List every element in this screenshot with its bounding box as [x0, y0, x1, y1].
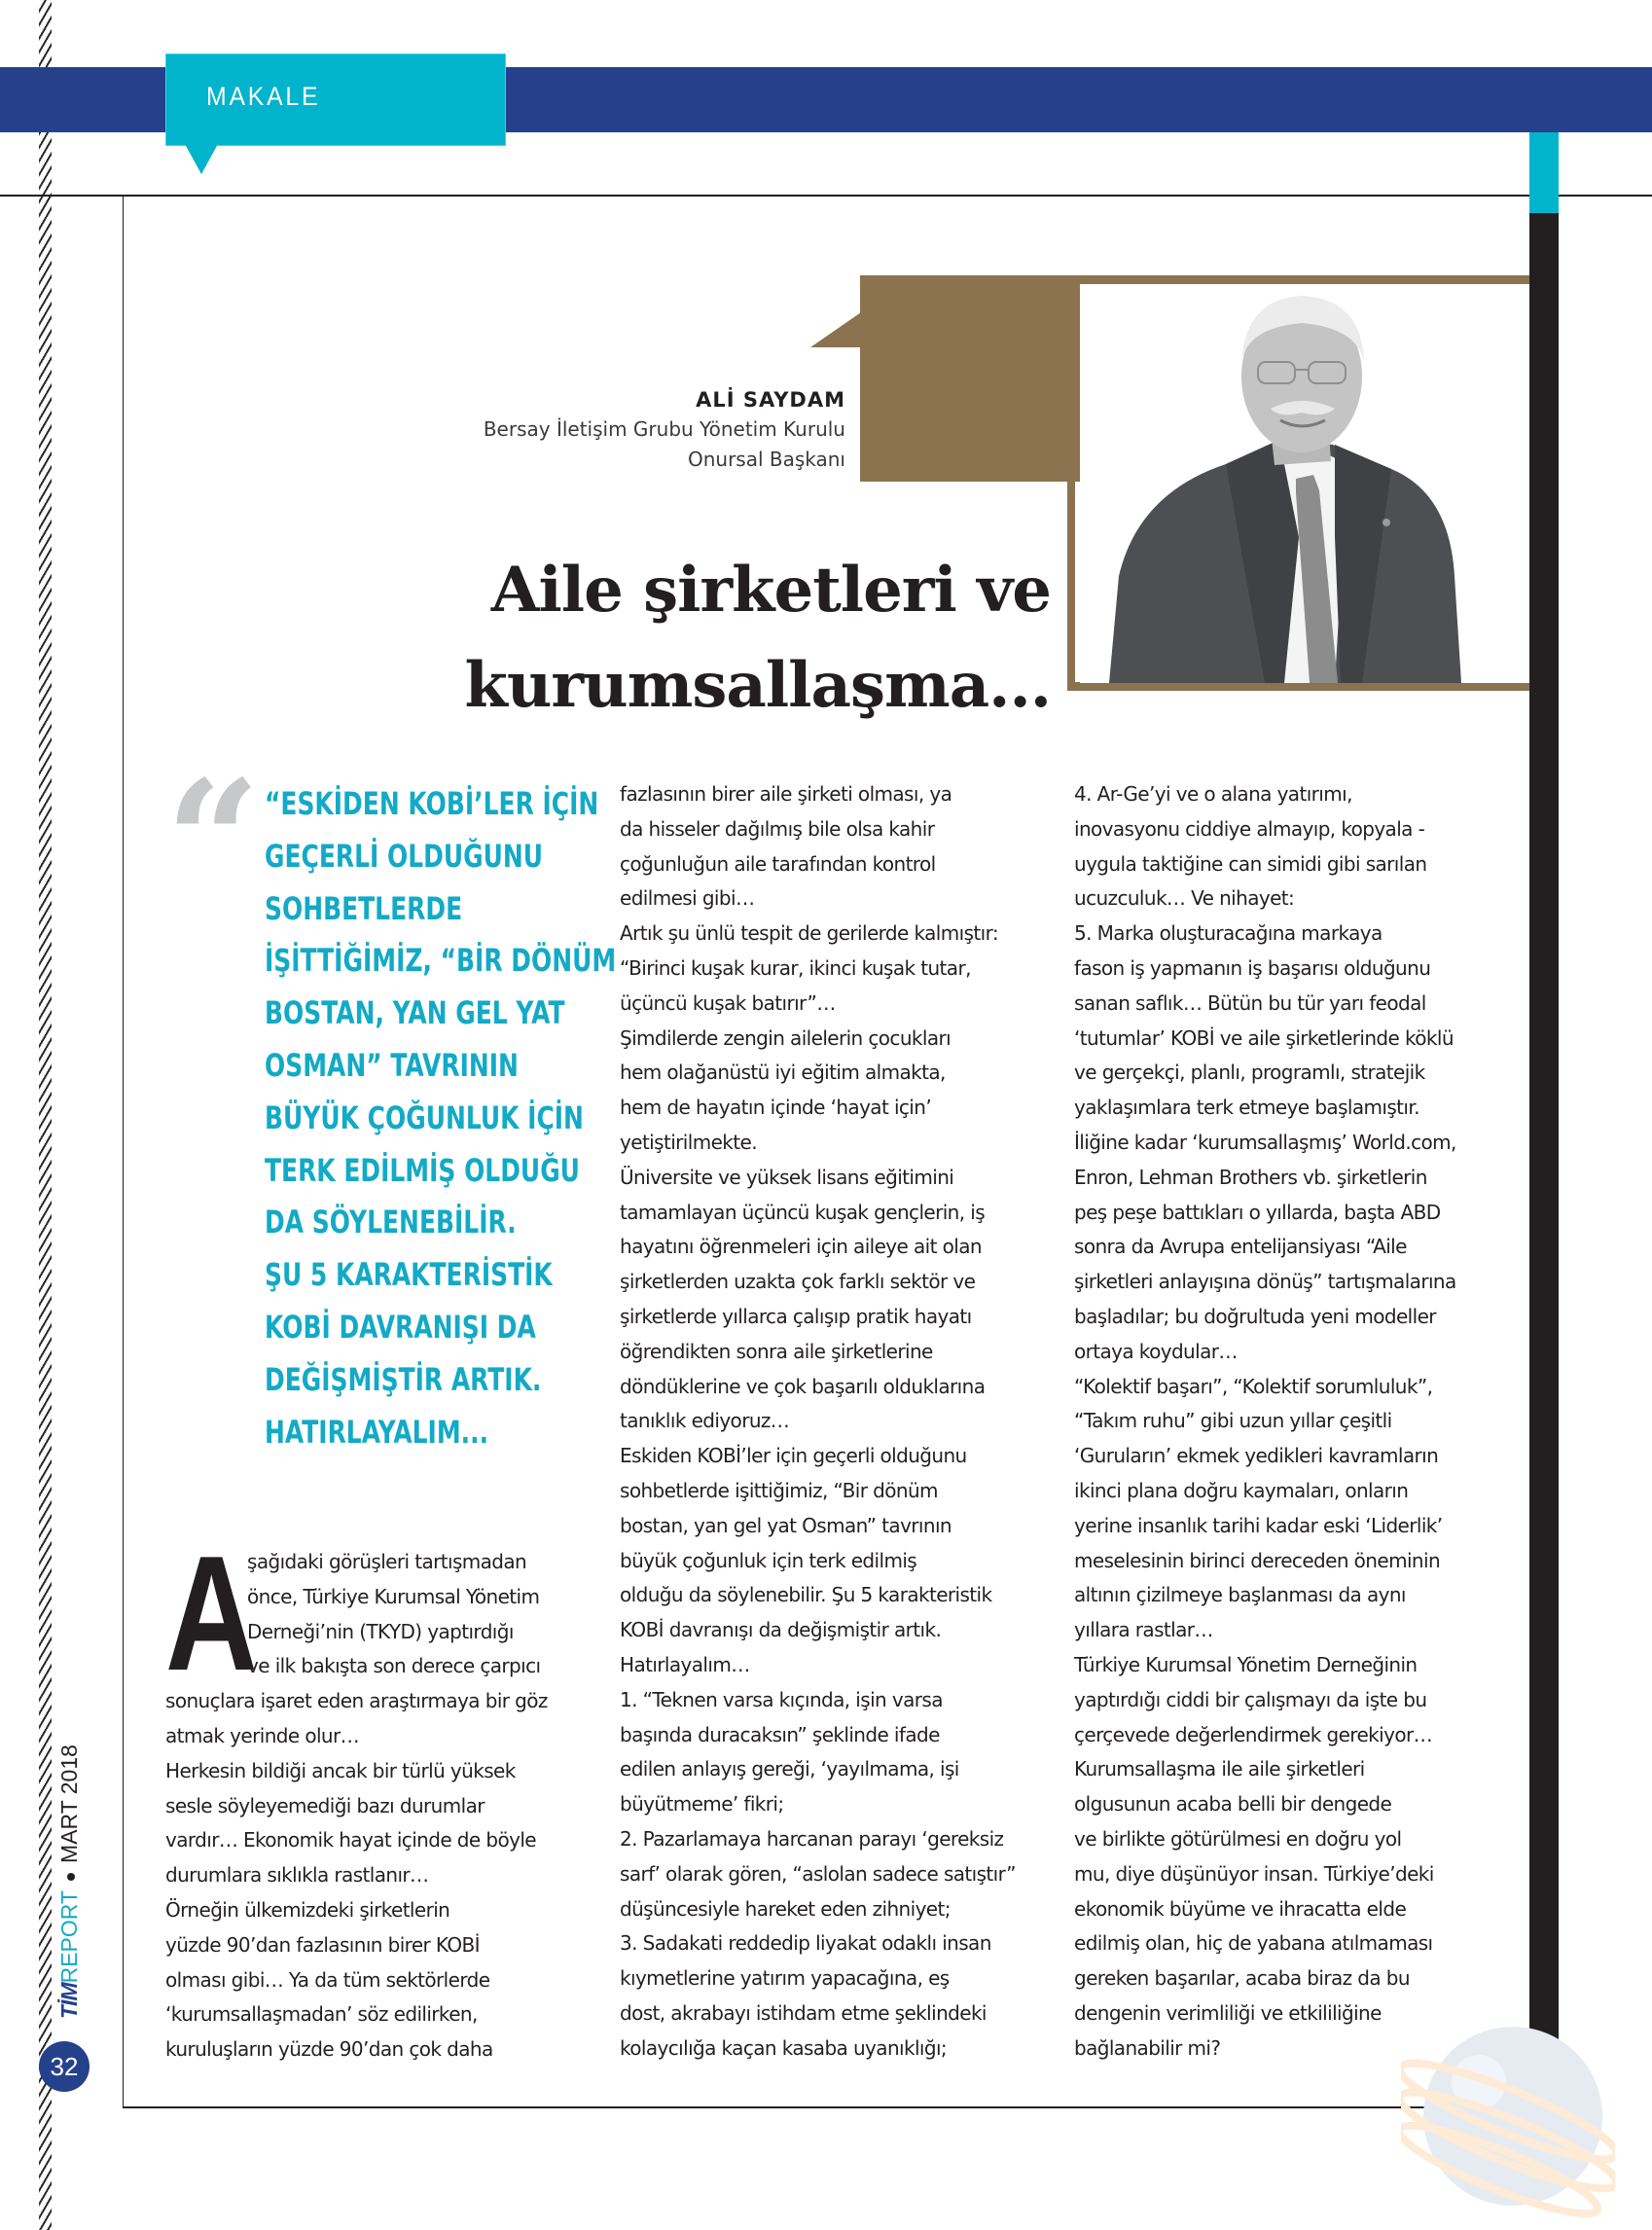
body-line: tanıklık ediyoruz… — [620, 1409, 790, 1433]
body-line: kolaycılığa kaçan kasaba uyanıklığı; — [620, 2035, 948, 2060]
author-name: ALİ SAYDAM — [696, 388, 845, 412]
body-line: sonra da Avrupa entelijansiyası “Aile — [1074, 1235, 1407, 1259]
body-line: 4. Ar-Ge’yi ve o alana yatırımı, — [1074, 782, 1352, 806]
body-line: öğrendikten sonra aile şirketlerine — [620, 1339, 933, 1363]
body-line: 2. Pazarlamaya harcanan parayı ‘gereksiz — [620, 1826, 1004, 1851]
author-byline — [484, 385, 845, 475]
body-line: dengenin verimliliği ve etkililiğine — [1074, 2000, 1382, 2025]
body-line: “Kolektif başarı”, “Kolektif sorumluluk”, — [1074, 1374, 1433, 1398]
body-line: Derneği’nin (TKYD) yaptırdığı — [247, 1619, 514, 1643]
body-line: bostan, yan gel yat Osman” tavrının — [620, 1513, 952, 1537]
body-line: yaptırdığı ciddi bir çalışmayı da işte bu — [1074, 1687, 1427, 1711]
pull-quote-line: ŞU 5 KARAKTERİSTİK — [265, 1256, 553, 1294]
body-line: başladılar; bu doğrultuda yeni modeller — [1074, 1304, 1436, 1328]
brand-report: REPORT — [56, 1889, 82, 1984]
body-line: olgusunun acaba belli bir dengede — [1074, 1792, 1392, 1816]
body-line: inovasyonu ciddiye almayıp, kopyala - — [1074, 816, 1425, 841]
body-column-1 — [165, 1522, 593, 2068]
body-column-3 — [1074, 777, 1512, 2066]
body-line: ‘Guruların’ ekmek yedikleri kavramların — [1074, 1444, 1439, 1468]
author-role-line-1: Bersay İletişim Grubu Yönetim Kurulu — [483, 417, 845, 441]
portrait-illustration — [1080, 284, 1529, 683]
body-line: fazlasının birer aile şirketi olması, ya — [620, 782, 952, 806]
body-line: atmak yerinde olur… — [165, 1723, 360, 1747]
body-line: Kurumsallaşma ile aile şirketleri — [1074, 1757, 1365, 1781]
body-line: İliğine kadar ‘kurumsallaşmış’ World.com, — [1074, 1130, 1456, 1154]
body-line: mu, diye düşünüyor insan. Türkiye’deki — [1074, 1861, 1434, 1886]
body-line: döndüklerine ve çok başarılı olduklarına — [620, 1374, 986, 1398]
body-line: 1. “Teknen varsa kıçında, işin varsa — [620, 1687, 943, 1711]
body-line: büyütmeme’ fikri; — [620, 1792, 784, 1816]
body-line: tamamlayan üçüncü kuşak gençlerin, iş — [620, 1200, 986, 1224]
content-frame-bottom — [123, 2106, 1559, 2108]
body-line: Herkesin bildiği ancak bir türlü yüksek — [165, 1758, 516, 1782]
body-line: önce, Türkiye Kurumsal Yönetim — [247, 1584, 540, 1608]
body-line: “Takım ruhu” gibi uzun yıllar çeşitli — [1074, 1409, 1392, 1433]
body-line: ikinci plana doğru kaymaları, onların — [1074, 1478, 1409, 1502]
body-line: “Birinci kuşak kurar, ikinci kuşak tutar, — [620, 955, 971, 980]
body-line: ‘tutumlar’ KOBİ ve aile şirketlerinde köklü — [1074, 1025, 1454, 1050]
body-line: başında duracaksın” şeklinde ifade — [620, 1722, 940, 1746]
body-line: 5. Marka oluşturacağına markaya — [1074, 921, 1383, 946]
body-line: durumlara sıklıkla rastlanır… — [165, 1863, 429, 1888]
body-line: Artık şu ünlü tespit de gerilerde kalmıştır: — [620, 921, 998, 946]
body-line: şirketleri anlayışına dönüş” tartışmalarına — [1074, 1270, 1456, 1294]
body-line: vardır… Ekonomik hayat içinde de böyle — [165, 1828, 536, 1852]
accent-bar-cyan — [1529, 132, 1559, 213]
content-frame-left — [123, 195, 124, 2108]
pull-quote-line: OSMAN” TAVRININ — [265, 1046, 519, 1084]
body-line: ucuzculuk… Ve nihayet: — [1074, 886, 1295, 911]
pull-quote-line: TERK EDİLMİŞ OLDUĞU — [265, 1151, 580, 1189]
quote-mark-icon: “ — [165, 744, 261, 939]
body-line: altının çizilmeye başlanması da aynı — [1074, 1583, 1406, 1607]
body-line: şağıdaki görüşleri tartışmadan — [247, 1550, 527, 1573]
body-line: çerçevede değerlendirmek gerekiyor… — [1074, 1722, 1433, 1746]
folio-running-head — [56, 1744, 83, 2019]
issue-date: MART 2018 — [56, 1744, 82, 1863]
body-line: KOBİ davranışı da değişmiştir artık. — [620, 1618, 942, 1642]
title-line-1: Aile şirketleri ve — [490, 554, 1051, 627]
body-line: sesle söyleyemediği bazı durumlar — [165, 1793, 485, 1817]
body-line: 3. Sadakati reddedip liyakat odaklı insan — [620, 1931, 991, 1956]
brand-tim: TİM — [56, 1983, 82, 2019]
planet-decoration-icon — [1401, 2004, 1615, 2218]
gold-author-block — [860, 275, 1080, 482]
gold-speech-notch — [810, 312, 861, 347]
section-tab-label: MAKALE — [206, 82, 321, 111]
body-line: uygula taktiğine can simidi gibi sarılan — [1074, 851, 1427, 876]
body-line: hem olağanüstü iyi eğitim almakta, — [620, 1061, 946, 1085]
body-line: yıllara rastlar… — [1074, 1618, 1213, 1642]
body-line: sonuçlara işaret eden araştırmaya bir göz — [165, 1689, 548, 1713]
pull-quote-line: KOBİ DAVRANIŞI DA — [265, 1308, 536, 1346]
body-line: dost, akrabayı istihdam etme şeklindeki — [620, 2000, 987, 2025]
body-line: büyük çoğunluk için terk edilmiş — [620, 1548, 917, 1572]
body-line: kuruluşların yüzde 90’dan çok daha — [165, 2037, 493, 2062]
body-line: kıymetlerine yatırım yapacağına, eş — [620, 1966, 950, 1991]
body-line: hayatını öğrenmeleri için aileye ait olan — [620, 1235, 982, 1259]
pull-quote-line: HATIRLAYALIM... — [265, 1413, 489, 1451]
body-line: olması gibi… Ya da tüm sektörlerde — [165, 1967, 490, 1992]
pull-quote-line: BOSTAN, YAN GEL YAT — [265, 994, 565, 1032]
body-line: yüzde 90’dan fazlasının birer KOBİ — [165, 1932, 480, 1957]
body-line: şirketlerde yıllarca çalışıp pratik hayatı — [620, 1304, 972, 1328]
body-line: Şimdilerde zengin ailelerin çocukları — [620, 1025, 952, 1050]
body-line: da hisseler dağılmış bile olsa kahir — [620, 816, 935, 841]
body-line: bağlanabilir mi? — [1074, 2035, 1221, 2060]
body-line: ‘kurumsallaşmadan’ söz edilirken, — [165, 2002, 478, 2027]
body-line: Örneğin ülkemizdeki şirketlerin — [165, 1897, 450, 1922]
body-line: meselesinin birinci dereceden öneminin — [1074, 1548, 1441, 1572]
body-line: ekonomik büyüme ve ihracatta elde — [1074, 1896, 1407, 1921]
body-line: sanan saflık… Bütün bu tür yarı feodal — [1074, 990, 1426, 1015]
body-line: yaklaşımlara terk etmeye başlamıştır. — [1074, 1096, 1419, 1120]
body-line: çoğunluğun aile tarafından kontrol — [620, 851, 936, 876]
body-line: sohbetlerde işittiğimiz, “Bir dönüm — [620, 1478, 938, 1502]
pull-quote-line: BÜYÜK ÇOĞUNLUK İÇİN — [265, 1098, 584, 1136]
accent-bar-black — [1529, 213, 1559, 2107]
author-photo — [1080, 284, 1529, 683]
body-line: sarf’ olarak gören, “aslolan sadece satıştır” — [620, 1861, 1016, 1886]
body-line: hem de hayatın içinde ‘hayat için’ — [620, 1096, 932, 1120]
pull-quote-line: DEĞİŞMİŞTİR ARTIK. — [265, 1360, 542, 1398]
body-line: Hatırlayalım… — [620, 1652, 750, 1676]
body-line: fason iş yapmanın iş başarısı olduğunu — [1074, 955, 1431, 980]
body-line: ve birlikte götürülmesi en doğru yol — [1074, 1826, 1402, 1851]
bullet-separator-icon — [67, 1873, 75, 1881]
body-line: yerine insanlık tarihi kadar eski ‘Liderlik’ — [1074, 1513, 1443, 1537]
body-line: şirketlerden uzakta çok farklı sektör ve — [620, 1270, 976, 1294]
body-line: ortaya koydular… — [1074, 1339, 1238, 1363]
body-line: üçüncü kuşak batırır”… — [620, 990, 836, 1015]
body-line: Üniversite ve yüksek lisans eğitimini — [620, 1165, 954, 1189]
pull-quote-line: İŞİTTİĞİMİZ, “BİR DÖNÜM — [265, 942, 617, 980]
body-line: ve gerçekçi, planlı, programlı, stratejik — [1074, 1061, 1425, 1085]
body-line: edilen anlayış gereği, ‘yayılmama, işi — [620, 1757, 959, 1781]
hatched-margin-strip — [39, 0, 52, 2230]
pull-quote-line: SOHBETLERDE — [265, 889, 463, 927]
author-role-line-2: Onursal Başkanı — [687, 448, 845, 471]
title-line-2: kurumsallaşma... — [464, 649, 1051, 722]
pull-quote-line: GEÇERLİ OLDUĞUNU — [265, 837, 544, 875]
pull-quote-line: “ESKİDEN KOBİ’LER İÇİN — [265, 785, 599, 822]
header-rule — [0, 195, 1652, 197]
body-line: yetiştirilmekte. — [620, 1130, 757, 1154]
body-line: peş peşe battıkları o yıllarda, başta ABD — [1074, 1200, 1441, 1224]
drop-cap: A — [165, 1522, 258, 1705]
page-number-badge: 32 — [39, 2041, 90, 2092]
body-line: Enron, Lehman Brothers vb. şirketlerin — [1074, 1165, 1427, 1189]
article-title — [465, 543, 1052, 734]
body-line: ve ilk bakışta son derece çarpıcı — [247, 1654, 541, 1678]
body-line: düşüncesiyle hareket eden zihniyet; — [620, 1896, 951, 1921]
body-column-2 — [620, 777, 1048, 2066]
body-line: Türkiye Kurumsal Yönetim Derneğinin — [1074, 1652, 1418, 1676]
body-line: Eskiden KOBİ’ler için geçerli olduğunu — [620, 1444, 967, 1468]
body-line: edilmesi gibi… — [620, 886, 755, 911]
body-line: gereken başarılar, acaba biraz da bu — [1074, 1966, 1410, 1991]
pull-quote-line: DA SÖYLENEBİLİR. — [265, 1204, 517, 1241]
section-tab-pointer — [185, 144, 218, 174]
body-line: edilmiş olan, hiç de yabana atılmaması — [1074, 1931, 1433, 1956]
body-line: olduğu da söylenebilir. Şu 5 karakteristik — [620, 1583, 992, 1607]
pull-quote — [265, 778, 617, 1458]
